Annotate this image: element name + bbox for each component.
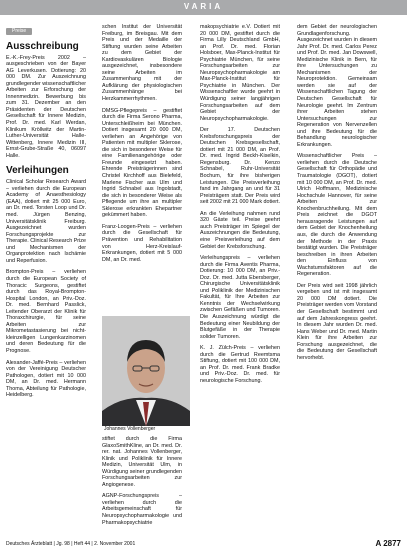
column-2: [102, 24, 182, 268]
paragraph: stiftet durch die Firma GlaxoSmithKline, an Dr. med. Dr. rer. nat. Johannes Vollenberger, Klinik und Poliklinik für Innere Medizin, Universität Ulm, in Würdigung seiner grundlegenden Forschungsarbeiten zur Angiogenese.: [102, 436, 182, 488]
portrait-photo: [102, 316, 190, 433]
paragraph: Brompton-Preis – verliehen durch die European Society of Thoracic Surgeons, gestiftet durch das Royal-Brompton-Hospital London, an Priv.-Doz. Dr. med. Bernhard Passlick, Leitender Oberarzt der Klinik für Thoraxchirurgie, für seine Arbeiten zur Mikrometastasierung bei nicht-kleinzelligen Lungenkarzinomen und deren Bedeutung für die Prognose.: [6, 269, 86, 354]
page-number: A 2877: [375, 539, 401, 548]
portrait-image: [102, 316, 190, 433]
paragraph: DMSG-Pflegepreis – gestiftet durch die Firma Serono Pharma, Unterschleißheim bei München. Dotiert insgesamt 20 000 DM, verliehen an Angehörige von Patienten mit multipler Sklerose, die sich in besonderer Weise für eine Familienangehörige oder Freunde eingesetzt haben. Ehrende Preisträgerinnen sind Christel Kirchhoff aus Bielefeld, Marlene Fischer aus Ulm und Ingrid Schnabel aus Ingolstadt, die sich in besonderer Weise als Pflegende um ihre an multipler Sklerose erkrankten Ehepartner gekümmert haben.: [102, 107, 182, 219]
paragraph: AGNP-Forschungspreis – verliehen durch die Arbeitsgemeinschaft für Neuropsychopharmakologie und Pharmakopsychiatrie: [102, 493, 182, 526]
paragraph: E.-K.-Frey-Preis 2002 – ausgeschrieben von der Bayer AG Leverkusen. Dotierung: 20 000 DM. Zur Auszeichnung grundlegender wissenschaftlicher Arbeiten zur Erforschung der Innenmedizin. Bewerbung bis zum 31. Dezember an den Präsidenten der Deutschen Gesellschaft für Innere Medizin, Prof. Dr. med. Karl Werdan, Klinikum Kröllwitz der Martin-Luther-Universität Halle-Wittenberg, Innere Medizin III, Ernst-Grube-Straße 40, 06097 Halle.: [6, 54, 87, 159]
paragraph: Verleihungspreis – verliehen durch die Firma Aventis Pharma, Dotierung: 10 000 DM, an Priv.-Doz. Dr. med. Jutta Ebersberger, Chirurgische Universitätsklinik und Poliklinik der Medizinischen Fakultät, für Ihre Arbeiten zur Kenntnis der Wechselwirkung zwischen Gefäßen und Tumoren. Die Auszeichnung würdigt die Bedeutung einer Neubildung der Blutgefäße in der Therapie solider Tumoren.: [200, 255, 280, 340]
heading-verleihungen: Verleihungen: [6, 165, 69, 177]
section-header-bar: [0, 0, 407, 15]
paragraph: Clinical Scholar Research Award – verliehen durch die European Academy of Anaesthesiology (EAA), dotiert mit 25 000 Euro, an Dr. med. Torsten Loop und Dr. med. Jürgen Benzing, Universitätsklinik Freiburg. Ausgezeichnet wurden Forschungsprojekte zur Therapie. Clinical Research Prize und Mechanismen der Organprotektion nach Ischämie und Reperfusion.: [6, 179, 86, 264]
paragraph: Der Preis wird seit 1998 jährlich vergeben und ist mit insgesamt 20 000 DM dotiert. Die Preisträger werden vom Vorstand der Gesellschaft bestimmt und auf dem Jahreskongress geehrt. In diesem Jahr wurden Dr. med. Hans Weber und Dr. med. Martin Klein für ihre Arbeiten zur Forschung ausgezeichnet, die die Bedeutung der Gesellschaft hervorhebt.: [297, 282, 377, 361]
heading-ausschreibung: Ausschreibung: [6, 40, 79, 52]
column-1: [6, 24, 86, 404]
photo-caption: Johannes Vollenberger: [102, 426, 190, 433]
category-tag: Preise: [6, 28, 32, 35]
paragraph: Wissenschaftlicher Preis – verliehen durch die Deutsche Gesellschaft für Orthopädie und Traumatologie (DGOT), dotiert mit 10 000 DM, an Prof. Dr. med. Ulrich Hoffmann, Medizinische Hochschule Hannover, für seine Arbeiten zur Knochenbruchheilung. Mit dem Preis zeichnet die DGOT herausragende Leistungen auf dem Gebiet der Knochenheilung aus, die durch die Anwendung der Methode in der Praxis bestätigt wurden. Die Preisträger beschreiben in ihren Arbeiten den Einfluss von Wachstumsfaktoren auf die Regeneration.: [297, 153, 377, 278]
journal-citation: Deutsches Ärzteblatt | Jg. 98 | Heft 44 | 2. November 2001: [6, 541, 136, 547]
column-2-lower: [102, 436, 182, 531]
paragraph: makopsychiatrie e.V. Dotiert mit 20 000 DM, gestiftet durch die Firma Lilly Deutschland GmbH, an Prof. Dr. med. Florian Holsboer, Max-Planck-Institut für Psychiatrie München, für seine Forschungsarbeiten zur Neuropsychopharmakologie am Max-Planck-Institut für Psychiatrie in München. Der Wissenschaftler wurde geehrt in Würdigung seiner langjährigen Forschungsarbeiten auf dem Gebiet der Neuropsychopharmakologie.: [200, 24, 280, 122]
paragraph: dem Gebiet der neurologischen Grundlagenforschung. Ausgezeichnet wurden in diesem Jahr Prof. Dr. med. Carlos Perez und Prof. Dr. med. Jan Dowswell, Medizinische Klinik in Bern, für ihre Untersuchungen zu Mechanismen der Neuroprotektion. Gemeinsam werden sie auf der Wissenschaftlichen Tagung der Deutschen Gesellschaft für Neurologie geehrt. Im Zentrum ihrer Arbeiten stehen Untersuchungen zur Regeneration von Nervenzellen und ihre Bedeutung für die Behandlung neurologischer Erkrankungen.: [297, 24, 377, 148]
paragraph: Franz-Loogen-Preis – verliehen durch die Gesellschaft für Prävention und Rehabilitation von Herz-Kreislauf-Erkrankungen, dotiert mit 5 000 DM, an Dr. med.: [102, 223, 182, 263]
section-title: VARIA: [183, 2, 224, 11]
paragraph: Der 17. Deutschen Krebsforschungspreis der Deutschen Krebsgesellschaft, dotiert mit 21 000 DM, an Prof. Dr. med. Ingrid Beckh-Kiselkin, Regensburg. Dr. Kenzo Schnabel, Ruhr-Universität Bochum, für ihre bisherigen Leistungen. Die Preisverleihung fand im Jahrgang an und für 31 Preisträgern statt. Der Preis wird seit 2002 mit 21 000 Mark dotiert.: [200, 127, 281, 206]
paragraph: schen Institut der Universität Freiburg, im Breisgau. Mit dem Preis und der Medaille der Stiftung wurden seine Arbeiten zu dem Gebiet der Kardiovaskulären Biologie ausgezeichnet, insbesondere seine Arbeiten im Zusammenhang mit der Aufklärung der physiologischen Zusammenhänge bei Herzkammerrhythmen.: [102, 24, 182, 103]
paragraph: K. J. Zülch-Preis – verliehen durch die Gertrud Reemtsma Stiftung, dotiert mit 100 000 DM, an Prof. Dr. med. Frank Bradke und Priv.-Doz. Dr. med. für neurologische Forschung.: [200, 345, 280, 384]
column-4: [297, 24, 377, 366]
paragraph: An die Verleihung nahmen rund 320 Gäste teil. Preise geehrt auch Preisträger im Spiegel der Auszeichnungen die Bedeutung, eine Preisverleihung auf dem Gebiet der Krebsforschung.: [200, 210, 280, 250]
column-3: [200, 24, 280, 389]
paragraph: Alexander-Jaffé-Preis – verliehen von der Vereinigung Deutscher Pathologen, dotiert mit 10 000 DM, an Dr. med. Hermann Thoma, Abteilung für Pathologie, Heidelberg.: [6, 359, 86, 399]
